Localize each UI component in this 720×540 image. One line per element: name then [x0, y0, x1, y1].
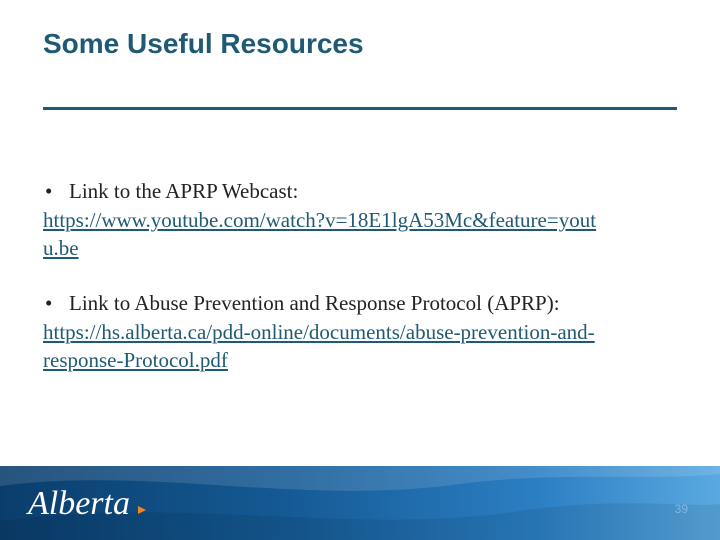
bullet-list [43, 176, 683, 388]
logo-accent-mark [138, 506, 146, 514]
bullet-text-line [43, 288, 683, 318]
bullet-marker: • [45, 291, 53, 315]
footer-banner [0, 466, 720, 540]
list-item [43, 288, 683, 374]
alberta-logo-wordmark: Alberta [28, 485, 130, 522]
bullet-marker: • [45, 179, 53, 203]
list-item [43, 176, 683, 262]
bullet-text: Link to Abuse Prevention and Response Protocol (APRP): [69, 291, 560, 315]
bullet-text: Link to the APRP Webcast: [69, 179, 299, 203]
bullet-text-line [43, 176, 683, 206]
slide-title: Some Useful Resources [43, 28, 364, 59]
title-divider [43, 107, 677, 110]
webcast-link[interactable]: https://www.youtube.com/watch?v=18E1lgA53Mc&feature=yout u.be [43, 208, 597, 260]
aprp-protocol-link[interactable]: https://hs.alberta.ca/pdd-online/documents/abuse-prevention-and- response-Protocol.pdf [43, 320, 595, 372]
page-number: 39 [674, 502, 688, 516]
alberta-logo [26, 484, 156, 524]
